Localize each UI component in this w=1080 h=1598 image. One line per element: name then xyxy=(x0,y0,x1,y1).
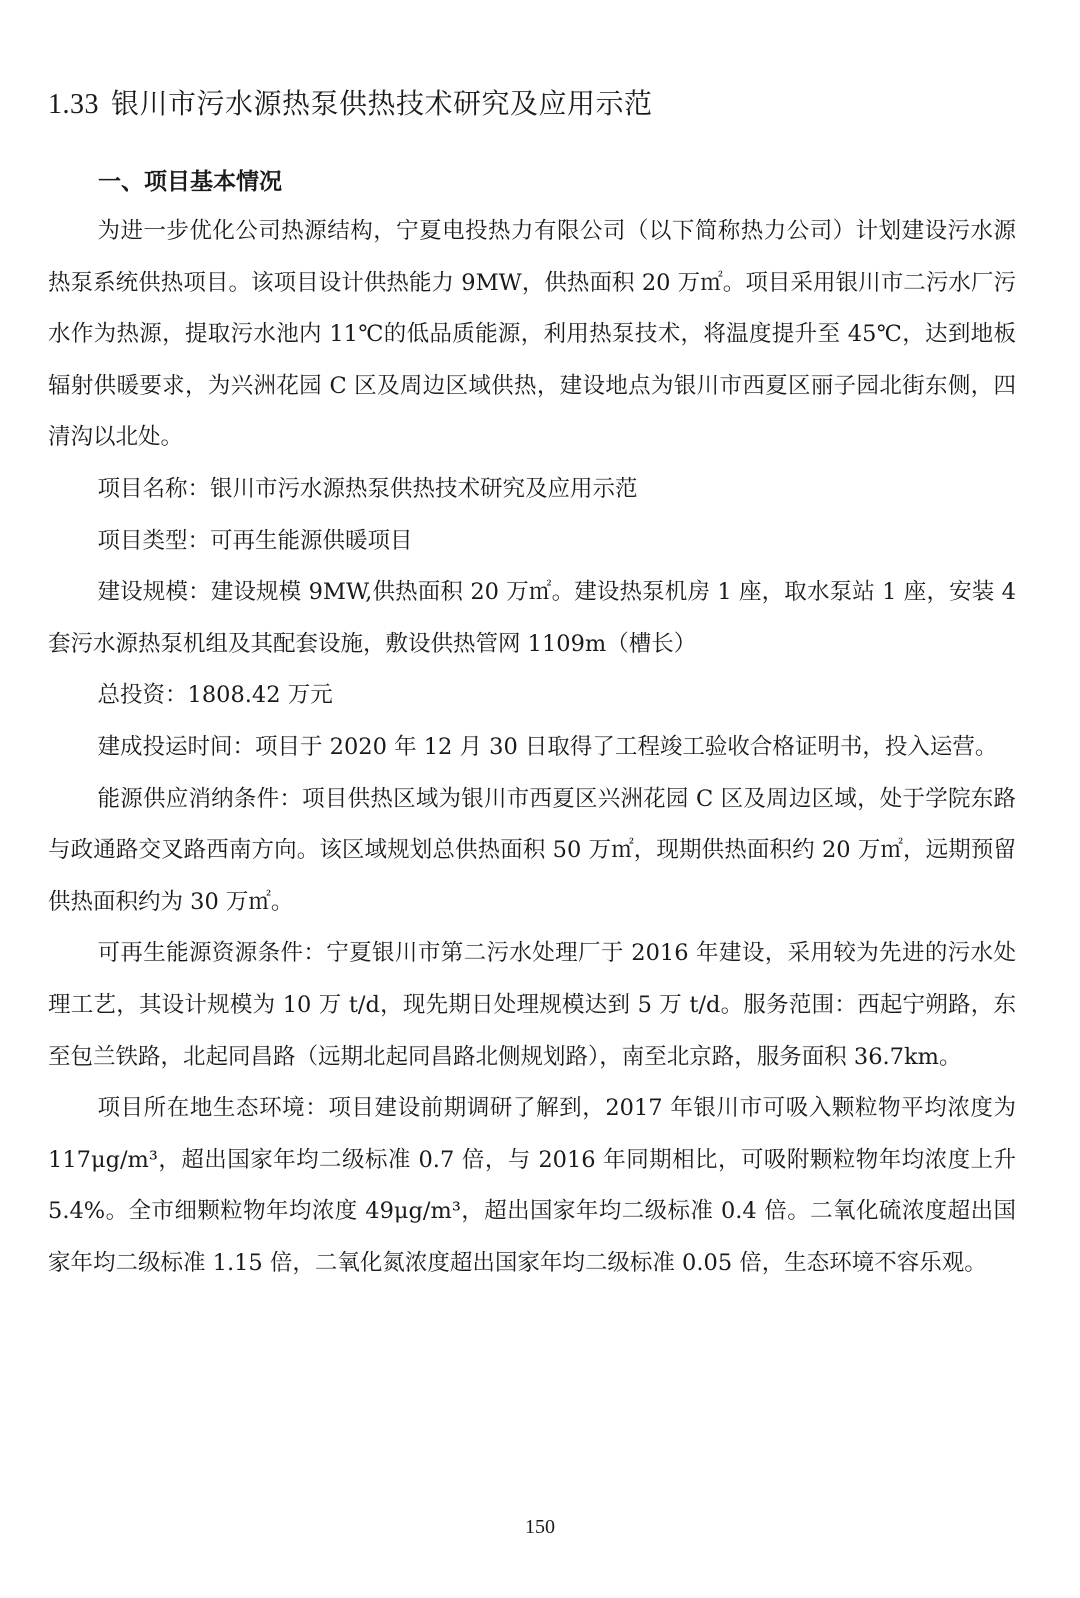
body-content xyxy=(48,206,1016,1289)
paragraph-renewable-resource: 可再生能源资源条件：宁夏银川市第二污水处理厂于 2016 年建设，采用较为先进的污水处理工艺，其设计规模为 10 万 t/d，现先期日处理规模达到 5 万 t/d。服务范围：西起宁朔路，东至包兰铁路，北起同昌路（远期北起同昌路北侧规划路），南至北京路，服务面积 36.7km。 xyxy=(48,940,1016,1070)
paragraph-project-name: 项目名称：银川市污水源热泵供热技术研究及应用示范 xyxy=(97,475,638,502)
paragraph-energy-supply: 能源供应消纳条件：项目供热区域为银川市西夏区兴洲花园 C 区及周边区域，处于学院东路与政通路交叉路西南方向。该区域规划总供热面积 50 万㎡，现期供热面积约 20 万㎡，远期预留供热面积约为 30 万㎡。 xyxy=(48,785,1016,915)
paragraph-operation-time: 建成投运时间：项目于 2020 年 12 月 30 日取得了工程竣工验收合格证明书，投入运营。 xyxy=(97,733,998,760)
paragraph-total-investment: 总投资：1808.42 万元 xyxy=(97,682,333,709)
title-number: 1.33 xyxy=(48,89,99,120)
paragraph-ecological-environment: 项目所在地生态环境：项目建设前期调研了解到，2017 年银川市可吸入颗粒物平均浓度为 117μg/m³，超出国家年均二级标准 0.7 倍，与 2016 年同期相比，可吸附颗粒物年均浓度上升 5.4%。全市细颗粒物年均浓度 49μg/m³，超出国家年均二级标准 0.4 倍。二氧化硫浓度超出国家年均二级标准 1.15 倍，二氧化氮浓度超出国家年均二级标准 0.05 倍，生态环境不容乐观。 xyxy=(48,1095,1016,1276)
page-title xyxy=(48,82,1048,127)
page-number: 150 xyxy=(525,1516,555,1538)
paragraph-construction-scale: 建设规模：建设规模 9MW,供热面积 20 万㎡。建设热泵机房 1 座，取水泵站 1 座，安装 4 套污水源热泵机组及其配套设施，敷设供热管网 1109m（槽长） xyxy=(48,579,1016,657)
section-heading: 一、项目基本情况 xyxy=(98,169,282,195)
paragraph-intro: 为进一步优化公司热源结构，宁夏电投热力有限公司（以下简称热力公司）计划建设污水源热泵系统供热项目。该项目设计供热能力 9MW，供热面积 20 万㎡。项目采用银川市二污水厂污水作为热源，提取污水池内 11℃的低品质能源，利用热泵技术，将温度提升至 45℃，达到地板辐射供暖要求，为兴洲花园 C 区及周边区域供热，建设地点为银川市西夏区丽子园北街东侧，四清沟以北处。 xyxy=(48,218,1016,451)
title-text: 银川市污水源热泵供热技术研究及应用示范 xyxy=(111,87,653,120)
paragraph-project-type: 项目类型：可再生能源供暖项目 xyxy=(97,527,413,554)
